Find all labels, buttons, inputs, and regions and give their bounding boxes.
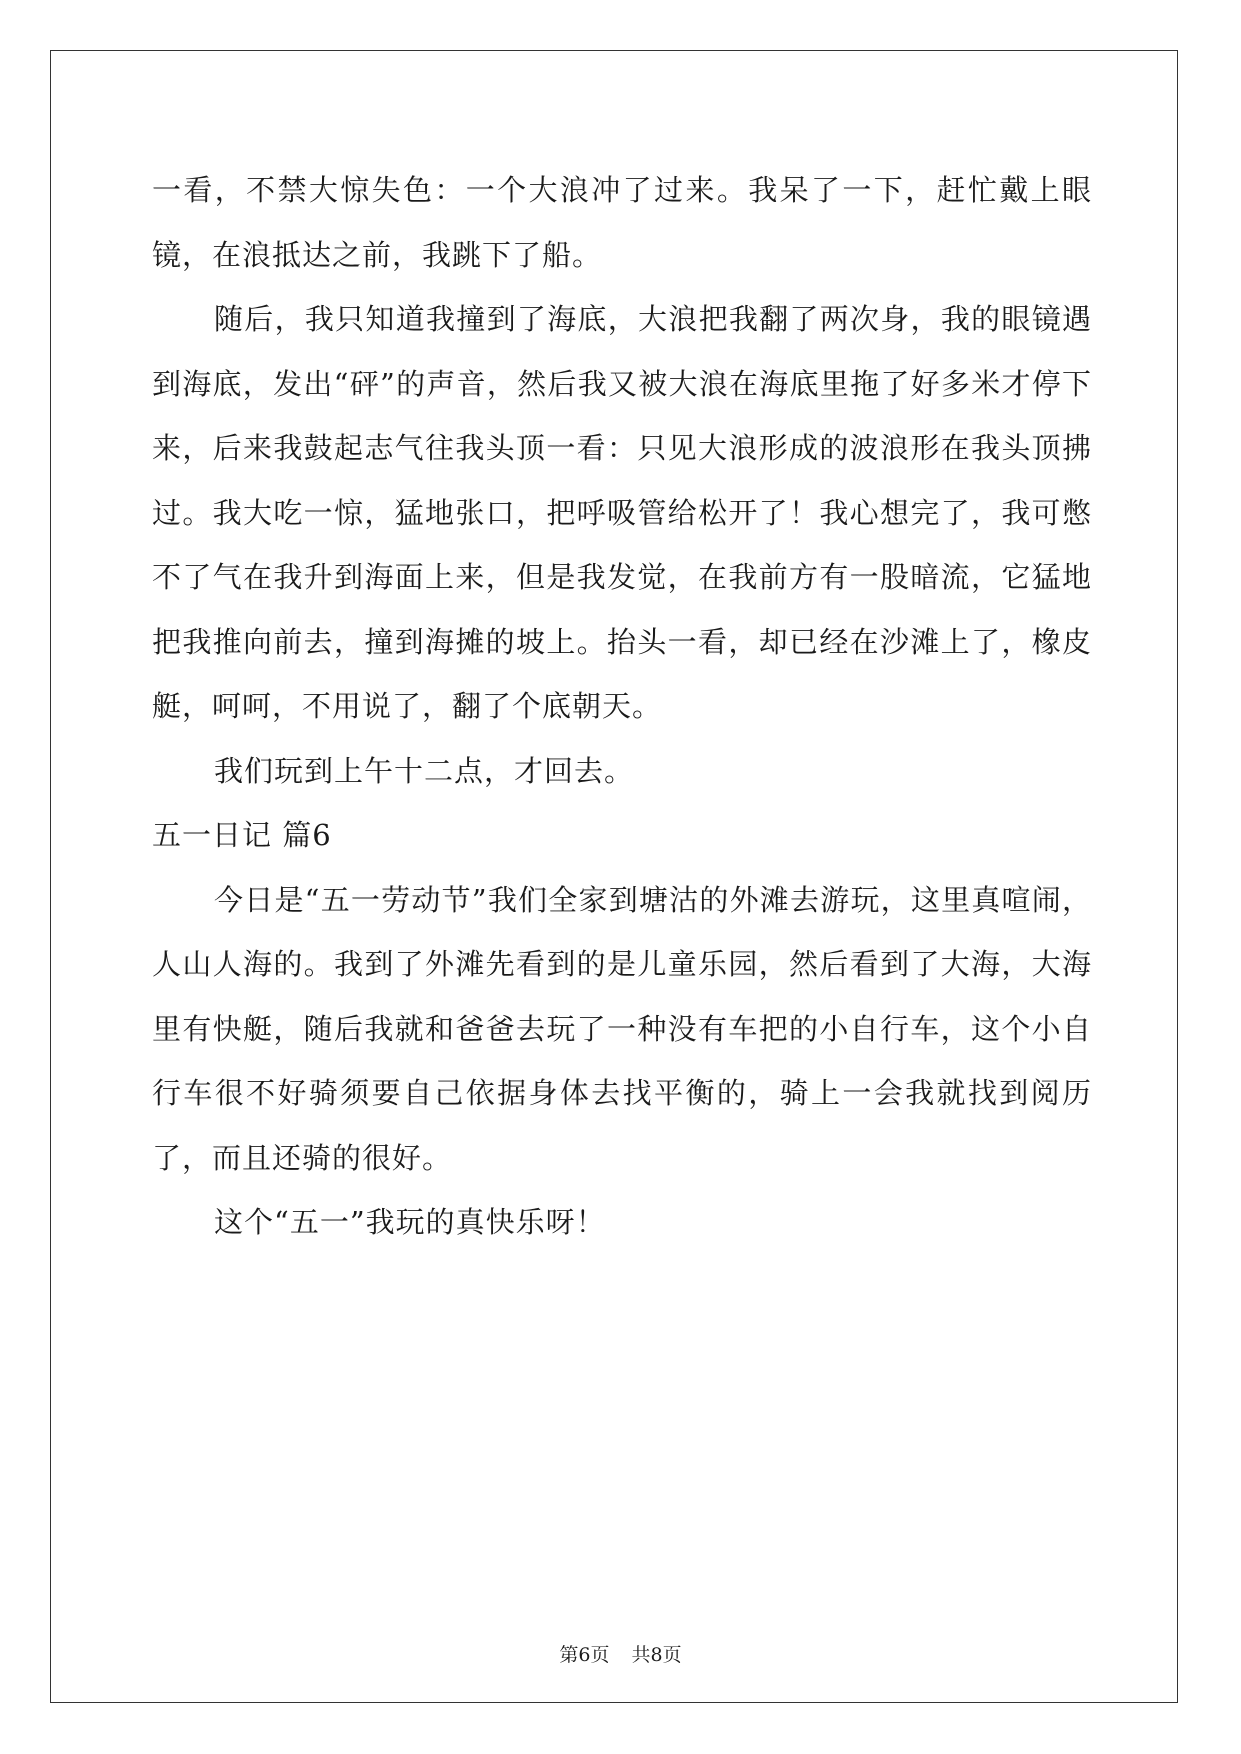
document-body [152,158,1092,1255]
page-total: 共8页 [631,1644,682,1666]
paragraph-1: 一看，不禁大惊失色：一个大浪冲了过来。我呆了一下，赶忙戴上眼镜，在浪抵达之前，我跳下了船。 [152,173,1092,272]
paragraph-5: 这个“五一”我玩的真快乐呀！ [214,1205,606,1239]
paragraph-3: 我们玩到上午十二点，才回去。 [214,753,635,788]
section-heading: 五一日记 篇6 [152,818,332,852]
page-number: 第6页 [559,1644,610,1666]
paragraph-4: 今日是“五一劳动节”我们全家到塘沽的外滩去游玩，这里真喧闹，人山人海的。我到了外滩先看到的是儿童乐园，然后看到了大海，大海里有快艇，随后我就和爸爸去玩了一种没有车把的小自行车，这个小自行车很不好骑须要自己依据身体去找平衡的，骑上一会我就找到阅历了，而且还骑的很好。 [152,882,1092,1175]
paragraph-2: 随后，我只知道我撞到了海底，大浪把我翻了两次身，我的眼镜遇到海底，发出“砰”的声音，然后我又被大浪在海底里拖了好多米才停下来，后来我鼓起志气往我头顶一看：只见大浪形成的波浪形在我头顶拂过。我大吃一惊，猛地张口，把呼吸管给松开了！我心想完了，我可憋不了气在我升到海面上来，但是我发觉，在我前方有一股暗流，它猛地把我推向前去，撞到海摊的坡上。抬头一看，却已经在沙滩上了，橡皮艇，呵呵，不用说了，翻了个底朝天。 [152,302,1092,723]
page-footer [0,1640,1241,1667]
